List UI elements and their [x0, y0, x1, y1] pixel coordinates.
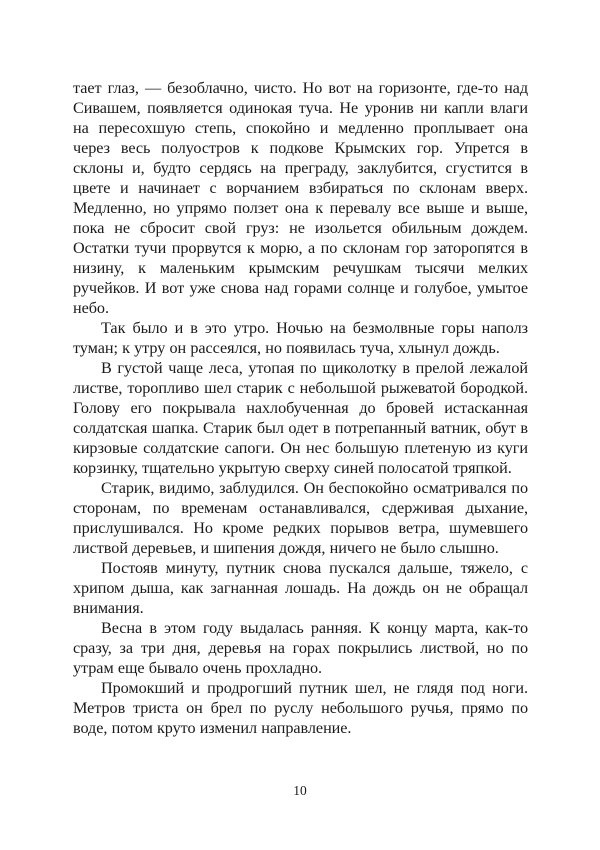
page-text-block [73, 78, 528, 738]
paragraph-5: Постояв минуту, путник снова пускался дальше, тяжело, с хрипом дыша, как загнанная лошадь. На дождь он не обращал внимания. [73, 559, 528, 617]
paragraph-2: Так было и в это утро. Ночью на безмолвные горы наполз туман; к утру он рассеялся, но появилась туча, хлынул дождь. [73, 319, 528, 357]
paragraph-6: Весна в этом году выдалась ранняя. К концу марта, как-то сразу, за три дня, деревья на горах покрылись листвой, но по утрам еще бывало очень прохладно. [73, 619, 528, 677]
page-number: 10 [293, 783, 307, 798]
paragraph-7: Промокший и продрогший путник шел, не глядя под ноги. Метров триста он брел по руслу небольшого ручья, прямо по воде, потом круто изменил направление. [73, 679, 528, 737]
paragraph-3: В густой чаще леса, утопая по щиколотку в прелой лежалой листве, торопливо шел старик с небольшой рыжеватой бородкой. Голову его покрывала нахлобученная до бровей истасканная солдатская шапка. Старик был одет в потрепанный ватник, обут в кирзовые солдатские сапоги. Он нес большую плетеную из куги корзинку, тщательно укрытую сверху синей полосатой тряпкой. [73, 359, 528, 477]
paragraph-4: Старик, видимо, заблудился. Он беспокойно осматривался по сторонам, по временам останавливался, сдерживая дыхание, прислушивался. Но кроме редких порывов ветра, шумевшего листвой деревьев, и шипения дождя, ничего не было слышно. [73, 479, 528, 557]
paragraph-1: тает глаз, — безоблачно, чисто. Но вот на горизонте, где-то над Сивашем, появляется одинокая туча. Не уронив ни капли влаги на пересохшую степь, спокойно и медленно проплывает она через весь полуостров к подкове Крымских гор. Упрется в склоны и, будто сердясь на преграду, заклубится, сгустится в цвете и начинает с ворчанием взбираться по склонам вверх. Медленно, но упрямо ползет она к перевалу все выше и выше, пока не сбросит свой груз: не изольется обильным дождем. Остатки тучи прорвутся к морю, а по склонам гор заторопятся в низину, к маленьким крымским речушкам тысячи мелких ручейков. И вот уже снова над горами солнце и голубое, умытое небо. [73, 79, 528, 317]
